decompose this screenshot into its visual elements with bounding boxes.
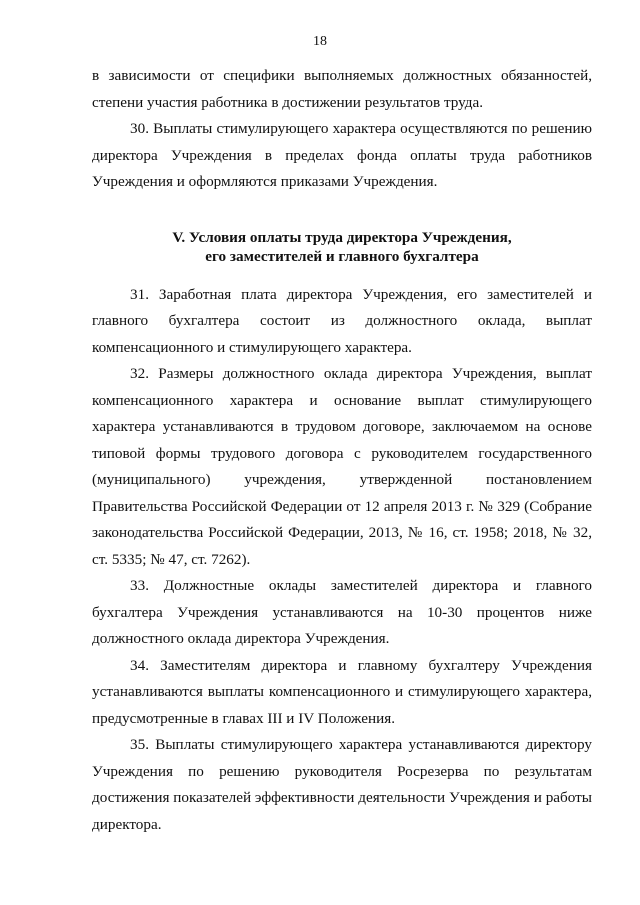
section-heading bbox=[92, 228, 592, 266]
paragraph-30: 30. Выплаты стимулирующего характера осуществляются по решению директора Учреждения в пределах фонда оплаты труда работников Учреждения и оформляются приказами Учреждения. bbox=[92, 120, 592, 190]
paragraph-32: 32. Размеры должностного оклада директора Учреждения, выплат компенсационного характера и основание выплат стимулирующего характера устанавливаются в трудовом договоре, заключаемом на основе типовой формы трудового договора с руководителем государственного (муниципального) учреждения, утвержденной постановлением Правительства Российской Федерации от 12 апреля 2013 г. № 329 (Собрание законодательства Российской Федерации, 2013, № 16, ст. 1958; 2018, № 32, ст. 5335; № 47, ст. 7262). bbox=[92, 365, 592, 568]
paragraph-continuation: в зависимости от специфики выполняемых должностных обязанностей, степени участия работника в достижении результатов труда. bbox=[92, 67, 592, 111]
paragraph-35: 35. Выплаты стимулирующего характера устанавливаются директору Учреждения по решению руководителя Росрезерва по результатам достижения показателей эффективности деятельности Учреждения и работы директора. bbox=[92, 736, 592, 833]
paragraph-33: 33. Должностные оклады заместителей директора и главного бухгалтера Учреждения устанавливаются на 10-30 процентов ниже должностного оклада директора Учреждения. bbox=[92, 577, 592, 647]
paragraph-34: 34. Заместителям директора и главному бухгалтеру Учреждения устанавливаются выплаты компенсационного и стимулирующего характера, предусмотренные в главах III и IV Положения. bbox=[92, 656, 592, 727]
section-heading-line-1: V. Условия оплаты труда директора Учреждения, bbox=[172, 228, 512, 246]
page-number: 18 bbox=[313, 34, 327, 49]
document-body bbox=[92, 63, 592, 838]
paragraph-31: 31. Заработная плата директора Учреждения, его заместителей и главного бухгалтера состоит из должностного оклада, выплат компенсационного и стимулирующего характера. bbox=[92, 285, 592, 356]
section-heading-line-2: его заместителей и главного бухгалтера bbox=[205, 247, 479, 265]
